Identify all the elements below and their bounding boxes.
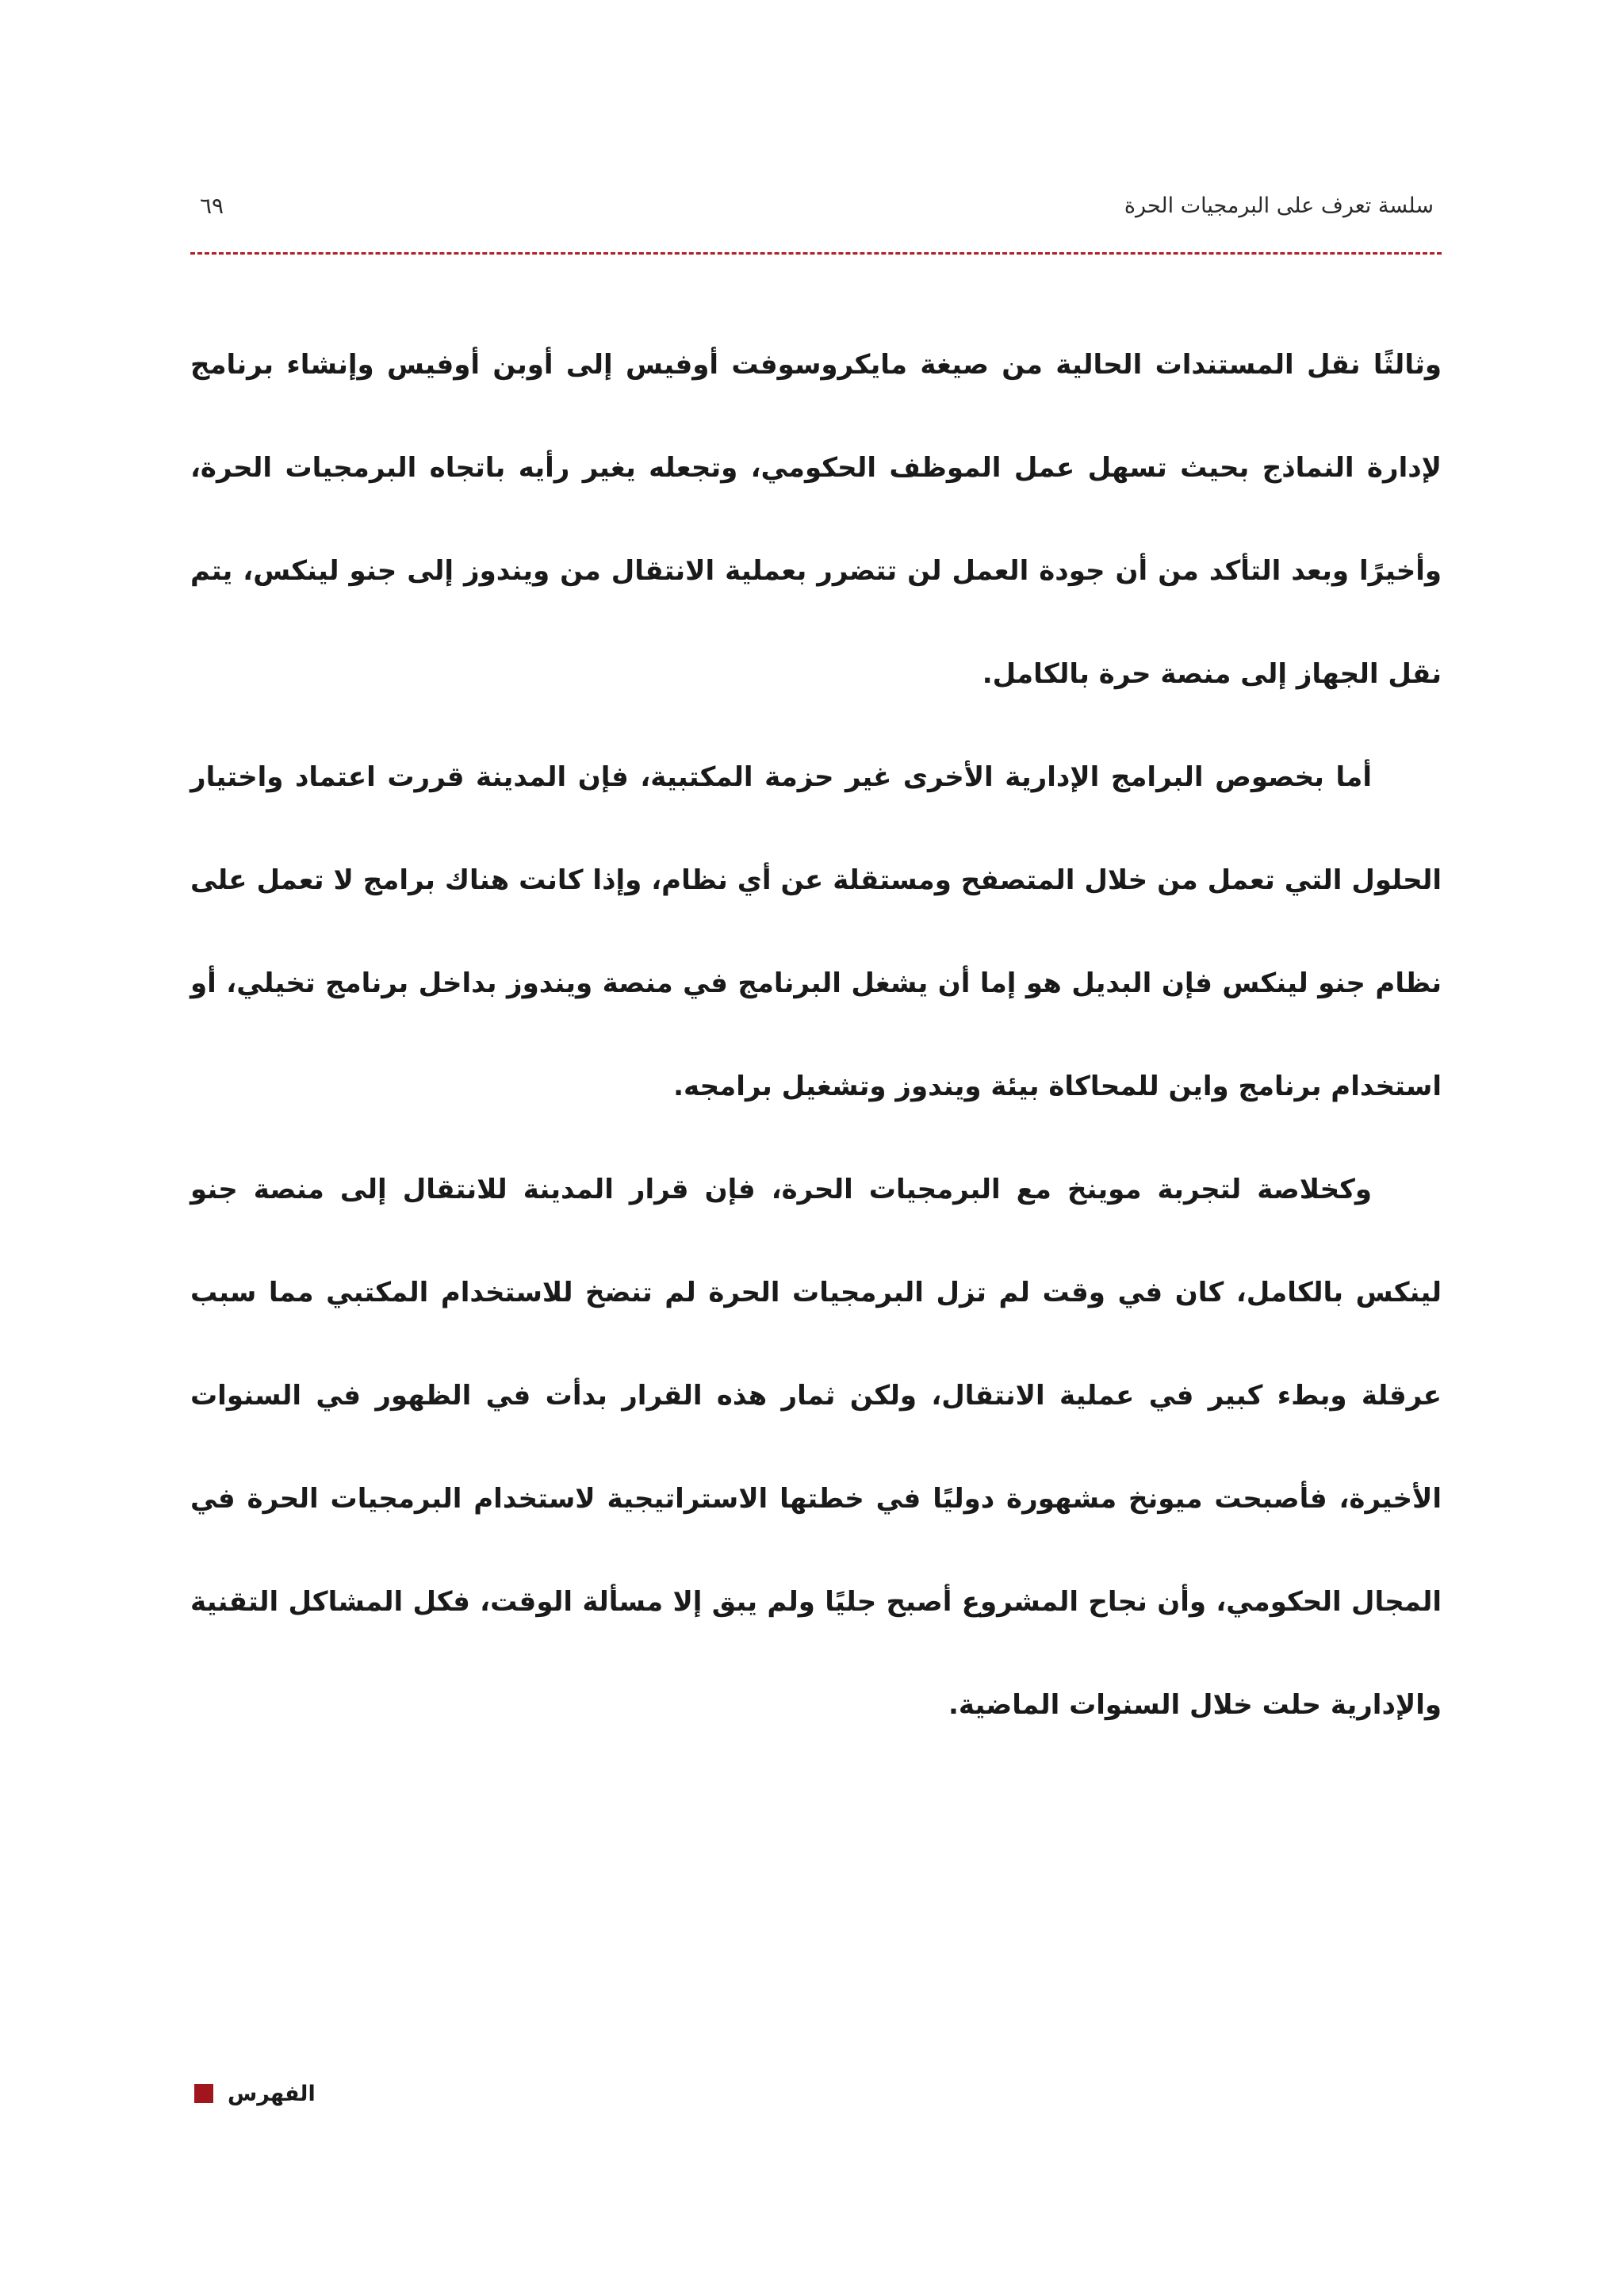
paragraph-1 — [190, 313, 1442, 726]
index-link-label[interactable]: الفهرس — [228, 2081, 316, 2106]
paragraph-3: وكخلاصة لتجربة موينخ مع البرمجيات الحرة، فإن قرار المدينة للانتقال إلى منصة جنو لينكس بالكامل، كان في وقت لم تزل البرمجيات الحرة لم تنضخ للاستخدام المكتبي مما سبب عرقلة وبطء كبير في عملية الانتقال، ولكن ثمار هذه القرار بدأت في الظهور في السنوات الأخيرة، فأصبحت ميونخ مشهورة دوليًا في خطتها الاستراتيجية لاستخدام البرمجيات الحرة في المجال الحكومي، وأن نجاح المشروع أصبح جليًا ولم يبق إلا مسألة الوقت، فكل المشاكل التقنية والإدارية حلت خلال السنوات الماضية. — [190, 1174, 1442, 1721]
index-link[interactable] — [194, 2078, 316, 2109]
paragraph-1-lead: وثالثًا — [1373, 349, 1442, 381]
paragraph-2: أما بخصوص البرامج الإدارية الأخرى غير حزمة المكتبية، فإن المدينة قررت اعتماد واختيار الحلول التي تعمل من خلال المتصفح ومستقلة عن أي نظام، وإذا كانت هناك برامج لا تعمل على نظام جنو لينكس فإن البديل هو إما أن يشغل البرنامج في منصة ويندوز بداخل برنامج تخيلي، أو استخدام برنامج واين للمحاكاة بيئة ويندوز وتشغيل برامجه. — [190, 761, 1442, 1102]
square-bullet-icon — [194, 2084, 213, 2103]
series-title: سلسة تعرف على البرمجيات الحرة — [1124, 193, 1434, 218]
paragraph-1-text: نقل المستندات الحالية من صيغة مايكروسوفت أوفيس إلى أوبن أوفيس وإنشاء برنامج لإدارة النماذج بحيث تسهل عمل الموظف الحكومي، وتجعله يغير رأيه باتجاه البرمجيات الحرة، وأخيرًا وبعد التأكد من أن جودة العمل لن تتضرر بعملية الانتقال من ويندوز إلى جنو لينكس، يتم نقل الجهاز إلى منصة حرة بالكامل. — [190, 349, 1442, 690]
page-number: ٦٩ — [200, 193, 224, 219]
body-text — [190, 313, 1442, 1757]
header-divider — [190, 252, 1442, 255]
page-header — [190, 190, 1442, 246]
